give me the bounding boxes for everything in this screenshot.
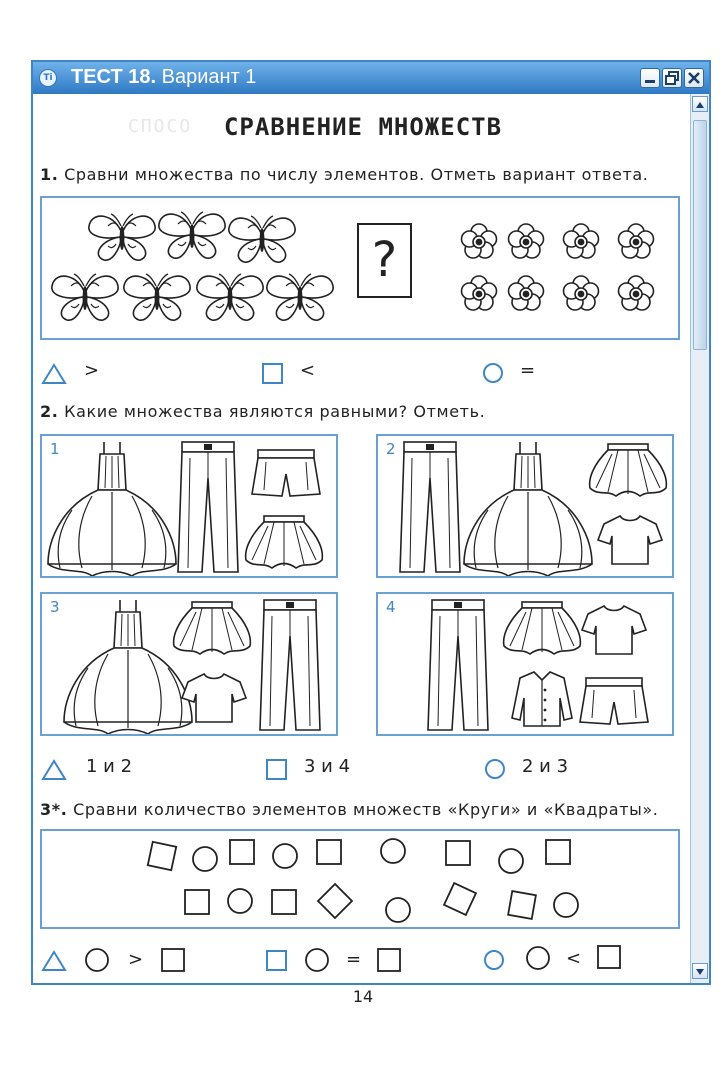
q1-option-equal[interactable] [480,360,600,386]
shorts-icon [580,678,648,724]
square-shape [508,891,536,919]
trousers-icon [178,442,238,572]
circle-shape [499,849,523,873]
window-title [71,66,256,89]
q2-option-2-and-3[interactable] [482,756,622,782]
q1-option-less[interactable] [260,360,380,386]
flower-icon [509,224,544,258]
flower-icon [619,276,654,310]
q1-option-greater[interactable] [40,360,160,386]
scroll-thumb[interactable] [693,120,707,350]
q3-option-label: > [128,949,144,970]
butterfly-icon [267,274,333,320]
window-title-variant: Вариант 1 [161,66,257,88]
question-2-text: Какие множества являются равными? Отметь. [64,402,486,421]
circle-marker-icon [482,945,632,973]
square-shape [185,890,209,914]
window-title-test: ТЕСТ 18. [71,66,157,88]
arrow-down-icon [693,965,707,979]
clothes-panel-1[interactable] [40,434,338,578]
circle-shape [228,889,252,913]
square-shape [148,842,176,870]
square-shape [446,841,470,865]
question-1-text: Сравни множества по числу элементов. Отметь вариант ответа. [64,165,649,184]
circle-shape [273,844,297,868]
flower-icon [564,224,599,258]
q2-option-label: 1 и 2 [86,756,133,777]
square-shape [230,840,254,864]
q3-option-equal[interactable] [264,946,424,972]
t-shirt-icon [582,606,646,654]
flower-icon [564,276,599,310]
triangle-marker-icon [40,948,190,974]
t-shirt-icon [598,516,662,564]
butterfly-icon [159,212,225,258]
clothes-panel-3[interactable] [40,592,338,736]
question-1-number: 1. [40,165,59,184]
clothes-panel-4[interactable] [376,592,674,736]
square-marker-icon [260,362,290,386]
question-3-text: Сравни количество элементов множеств «Круги» и «Квадраты». [73,800,659,819]
title-bar[interactable] [33,62,709,94]
restore-icon [663,69,681,87]
trousers-icon [400,442,460,572]
panel-number: 4 [386,598,396,616]
butterfly-icon [52,274,118,320]
q2-option-3-and-4[interactable] [264,756,404,782]
clothes-panel-2[interactable] [376,434,674,578]
close-icon [685,69,703,87]
skirt-icon [174,602,251,654]
dress-icon [48,442,176,576]
arrow-up-icon [693,98,707,112]
dress-icon [64,600,192,734]
question-2 [40,402,485,421]
butterfly-set [52,212,333,320]
square-shape [444,883,476,915]
butterfly-icon [124,274,190,320]
question-3 [40,800,658,819]
unknown-sign-card: ? [357,223,412,298]
minimize-icon [641,69,659,87]
question-2-number: 2. [40,402,59,421]
q3-option-greater[interactable] [40,946,200,972]
butterfly-icon [229,216,295,262]
trousers-icon [260,600,320,730]
panel-number: 3 [50,598,60,616]
trousers-icon [428,600,488,730]
circle-shape [193,847,217,871]
q1-option-label: = [520,360,536,381]
q3-option-less[interactable] [482,943,642,969]
skirt-icon [246,516,323,568]
vertical-scrollbar[interactable] [690,94,709,983]
panel-number: 2 [386,440,396,458]
question-3-number: 3*. [40,800,68,819]
q3-option-label: = [346,949,362,970]
shirt-icon [512,672,572,726]
skirt-icon [504,602,581,654]
panel-number: 1 [50,440,60,458]
square-marker-icon [264,758,294,782]
butterfly-icon [89,214,155,260]
square-shape [546,840,570,864]
ti-app-icon: Ti [39,69,57,87]
flower-icon [509,276,544,310]
butterfly-icon [197,274,263,320]
dress-icon [464,442,592,576]
square-shape [317,840,341,864]
square-shape [272,890,296,914]
square-shape [318,884,352,918]
page-number: 14 [352,987,374,1006]
restore-button[interactable] [662,68,682,88]
circle-marker-icon [482,758,512,782]
triangle-marker-icon [40,758,70,782]
faded-background-text: СПОСО [128,116,193,137]
flower-icon [619,224,654,258]
flower-icon [462,276,497,310]
minimize-button[interactable] [640,68,660,88]
q3-option-label: < [566,948,582,969]
close-button[interactable] [684,68,704,88]
circle-shape [381,839,405,863]
circle-shape [386,898,410,922]
q2-option-label: 3 и 4 [304,756,351,777]
triangle-marker-icon [40,362,70,386]
question-1 [40,165,648,184]
flower-set [462,224,654,310]
scroll-up-button[interactable] [692,96,708,112]
page-title: СРАВНЕНИЕ МНОЖЕСТВ [223,113,503,141]
square-marker-icon [264,948,414,974]
flower-icon [462,224,497,258]
circle-marker-icon [480,362,510,386]
q1-option-label: > [84,360,100,381]
skirt-icon [590,444,667,496]
q2-option-label: 2 и 3 [522,756,569,777]
scroll-down-button[interactable] [692,963,708,979]
shorts-icon [252,450,320,496]
q1-option-label: < [300,360,316,381]
circle-shape [554,893,578,917]
q2-option-1-and-2[interactable] [40,756,180,782]
shapes-box [40,829,680,929]
